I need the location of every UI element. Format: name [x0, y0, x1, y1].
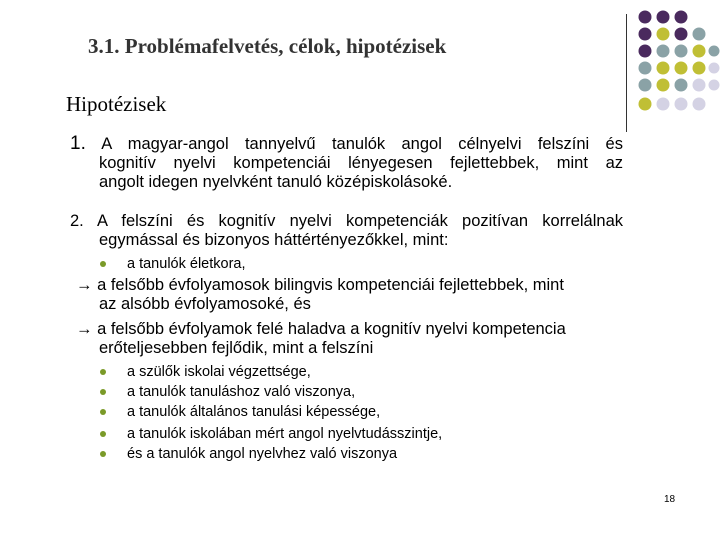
decorative-dot-grid — [636, 9, 720, 119]
bullet-item: és a tanulók angol nyelvhez való viszonya — [127, 444, 397, 464]
bullet-dot — [100, 389, 106, 395]
bullet-item: a tanulók általános tanulási képessége, — [127, 402, 380, 422]
hypothesis-2 — [70, 212, 623, 250]
arrow-statement-1 — [76, 276, 564, 314]
hypothesis-2-line-2: egymással és bizonyos háttértényezőkkel, mint: — [99, 231, 449, 249]
bullet-dot — [100, 261, 106, 267]
bullet-item: a tanulók iskolában mért angol nyelvtudásszintje, — [127, 424, 442, 444]
bullet-dot — [100, 369, 106, 375]
bullet-dot — [100, 409, 106, 415]
hypothesis-2-line-1: 2. A felszíni és kognitív nyelvi kompetenciák pozitívan korrelálnak — [70, 212, 623, 230]
arrow-statement-2-line-2: erőteljesebben fejlődik, mint a felszíni — [99, 339, 374, 357]
bullet-item: a szülők iskolai végzettsége, — [127, 362, 311, 382]
bullet-dot — [100, 431, 106, 437]
slide-title: 3.1. Problémafelvetés, célok, hipotézisek — [88, 34, 447, 58]
hypothesis-1-number: 1. — [70, 133, 86, 154]
bullet-item: a tanulók tanuláshoz való viszonya, — [127, 382, 355, 402]
hypothesis-1-line-3: angolt idegen nyelvként tanuló középiskolásoké. — [99, 173, 453, 191]
arrow-statement-2-line-1: → a felsőbb évfolyamok felé haladva a kognitív nyelvi kompetencia — [76, 320, 566, 338]
hypothesis-1-line-1: 1. A magyar-angol tannyelvű tanulók angol célnyelvi felszíni és — [70, 133, 623, 154]
hypothesis-1-line-2: kognitív nyelvi kompetenciái lényegesen fejlettebbek, mint az — [99, 154, 623, 172]
arrow-statement-1-line-1: → a felsőbb évfolyamosok bilingvis kompetenciái fejlettebbek, mint — [76, 276, 564, 294]
section-heading: Hipotézisek — [66, 92, 167, 116]
arrow-statement-2 — [76, 320, 566, 358]
bullet-item-age: a tanulók életkora, — [127, 254, 246, 274]
hypothesis-1 — [70, 134, 623, 192]
bullet-dot — [100, 451, 106, 457]
page-number: 18 — [664, 494, 676, 505]
arrow-statement-1-line-2: az alsóbb évfolyamosoké, és — [99, 295, 311, 313]
divider-line — [626, 14, 627, 132]
